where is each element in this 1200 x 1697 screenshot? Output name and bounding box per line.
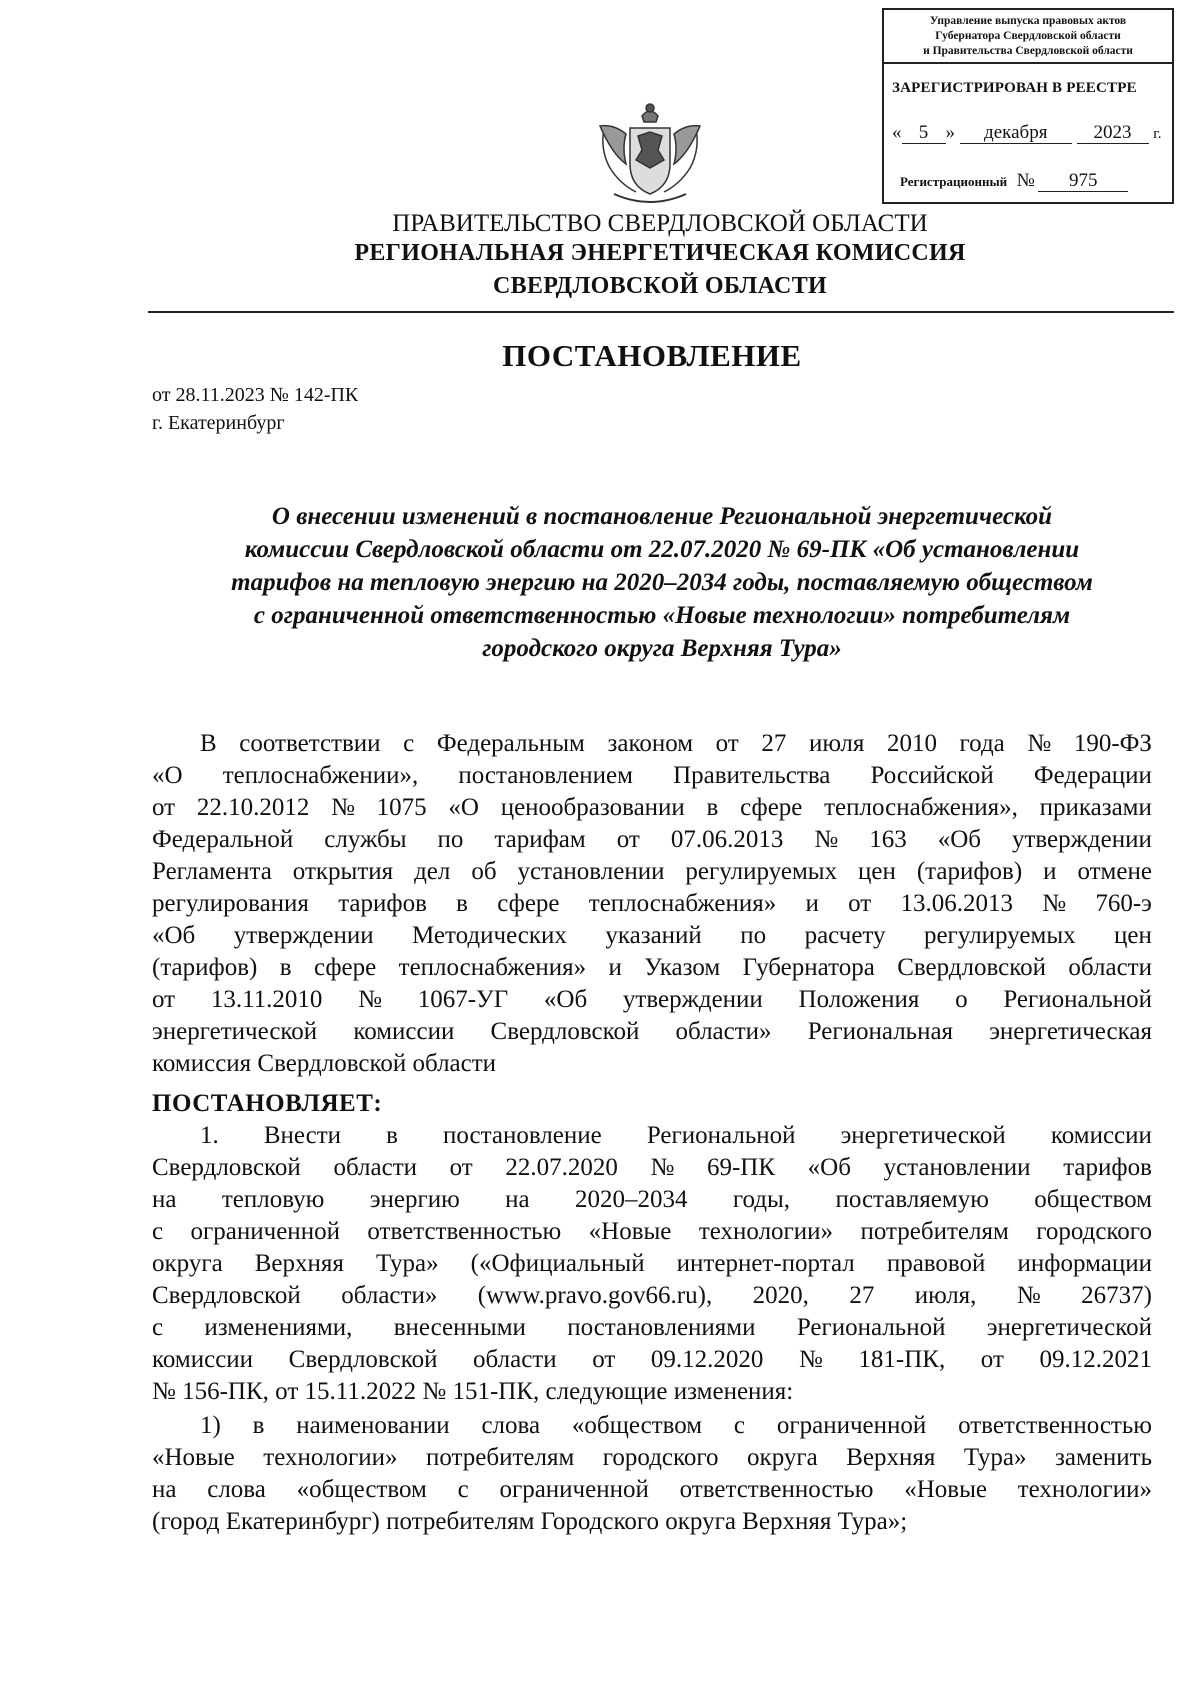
stamp-year: 2023 <box>1077 123 1149 144</box>
item-line: 1. Внести в постановление Региональной энергетической комиссии <box>200 1122 1152 1149</box>
stamp-header-line: Управление выпуска правовых актов <box>929 15 1127 27</box>
stamp-number: 975 <box>1038 171 1128 192</box>
document-title <box>150 500 1174 665</box>
stamp-header-line: Губернатора Свердловской области <box>935 30 1121 42</box>
subitem-line: 1) в наименовании слова «обществом с ограниченной ответственностью <box>200 1412 1152 1439</box>
title-line: комиссии Свердловской области от 22.07.2020 № 69-ПК «Об установлении <box>244 536 1080 563</box>
item-line: Свердловской области от 22.07.2020 № 69-ПК «Об установлении тарифов <box>152 1154 1152 1181</box>
stamp-number-sign: № <box>1016 170 1035 191</box>
registration-stamp <box>882 8 1174 204</box>
stamp-date: « 5 » декабря 2023 г. <box>892 122 1162 143</box>
subitem-line: (город Екатеринбург) потребителям Городского округа Верхняя Тура»; <box>152 1508 908 1535</box>
item-line: Свердловской области» (www.pravo.gov66.ru), 2020, 27 июля, № 26737) <box>152 1282 1152 1309</box>
stamp-header-line: и Правительства Свердловской области <box>923 45 1133 57</box>
document-city: г. Екатеринбург <box>152 412 285 434</box>
preamble-line: Федеральной службы по тарифам от 07.06.2013 № 163 «Об утверждении <box>152 826 1152 853</box>
document-date-number: от 28.11.2023 № 142-ПК <box>152 384 359 406</box>
item-line: на тепловую энергию на 2020–2034 годы, поставляемую обществом <box>152 1186 1152 1213</box>
preamble-line: В соответствии с Федеральным законом от 27 июля 2010 года № 190-ФЗ <box>200 730 1152 757</box>
stamp-header <box>884 10 1172 64</box>
preamble-line: комиссия Свердловской области <box>152 1050 497 1077</box>
item-line: с изменениями, внесенными постановлениями Региональной энергетической <box>152 1314 1152 1341</box>
title-line: городского округа Верхняя Тура» <box>482 635 842 662</box>
title-line: тарифов на тепловую энергию на 2020–2034 годы, поставляемую обществом <box>231 569 1093 596</box>
preamble-line: энергетической комиссии Свердловской области» Региональная энергетическая <box>152 1018 1152 1045</box>
preamble-line: Регламента открытия дел об установлении регулируемых цен (тарифов) и отмене <box>152 858 1152 885</box>
stamp-day: 5 <box>902 123 946 144</box>
coat-of-arms-icon <box>590 98 710 210</box>
item-line: с ограниченной ответственностью «Новые технологии» потребителям городского <box>152 1218 1152 1245</box>
stamp-number-row <box>900 170 1166 192</box>
subitem-line: «Новые технологии» потребителям городского округа Верхняя Тура» заменить <box>152 1444 1152 1471</box>
government-name: ПРАВИТЕЛЬСТВО СВЕРДЛОВСКОЙ ОБЛАСТИ <box>392 210 928 237</box>
preamble-line: «О теплоснабжении», постановлением Правительства Российской Федерации <box>152 762 1152 789</box>
commission-name: РЕГИОНАЛЬНАЯ ЭНЕРГЕТИЧЕСКАЯ КОМИССИЯ <box>354 240 966 266</box>
preamble-line: регулирования тарифов в сфере теплоснабжения» и от 13.06.2013 № 760-э <box>152 890 1152 917</box>
item-line: округа Верхняя Тура» («Официальный интернет-портал правовой информации <box>152 1250 1152 1277</box>
stamp-year-suffix: г. <box>1153 126 1162 142</box>
title-line: с ограниченной ответственностью «Новые технологии» потребителям <box>253 602 1071 629</box>
title-line: О внесении изменений в постановление Региональной энергетической <box>271 503 1053 530</box>
item-line: комиссии Свердловской области от 09.12.2020 № 181-ПК, от 09.12.2021 <box>152 1346 1152 1373</box>
preamble-line: от 13.11.2010 № 1067-УГ «Об утверждении Положения о Региональной <box>152 986 1152 1013</box>
preamble-line: от 22.10.2012 № 1075 «О ценообразовании в сфере теплоснабжения», приказами <box>152 794 1152 821</box>
commission-region: СВЕРДЛОВСКОЙ ОБЛАСТИ <box>493 273 827 299</box>
stamp-month: декабря <box>960 123 1072 144</box>
subitem-line: на слова «обществом с ограниченной ответственностью «Новые технологии» <box>152 1476 1152 1503</box>
document-type: ПОСТАНОВЛЕНИЕ <box>502 338 802 373</box>
preamble-line: (тарифов) в сфере теплоснабжения» и Указом Губернатора Свердловской области <box>152 954 1152 981</box>
resolves-heading: ПОСТАНОВЛЯЕТ: <box>152 1090 383 1117</box>
preamble-line: «Об утверждении Методических указаний по расчету регулируемых цен <box>152 922 1152 949</box>
header-divider <box>148 311 1174 313</box>
item-line: № 156-ПК, от 15.11.2022 № 151-ПК, следующие изменения: <box>152 1378 794 1405</box>
stamp-number-label: Регистрационный <box>900 174 1008 189</box>
stamp-registered-label: ЗАРЕГИСТРИРОВАН В РЕЕСТРЕ <box>892 80 1137 96</box>
